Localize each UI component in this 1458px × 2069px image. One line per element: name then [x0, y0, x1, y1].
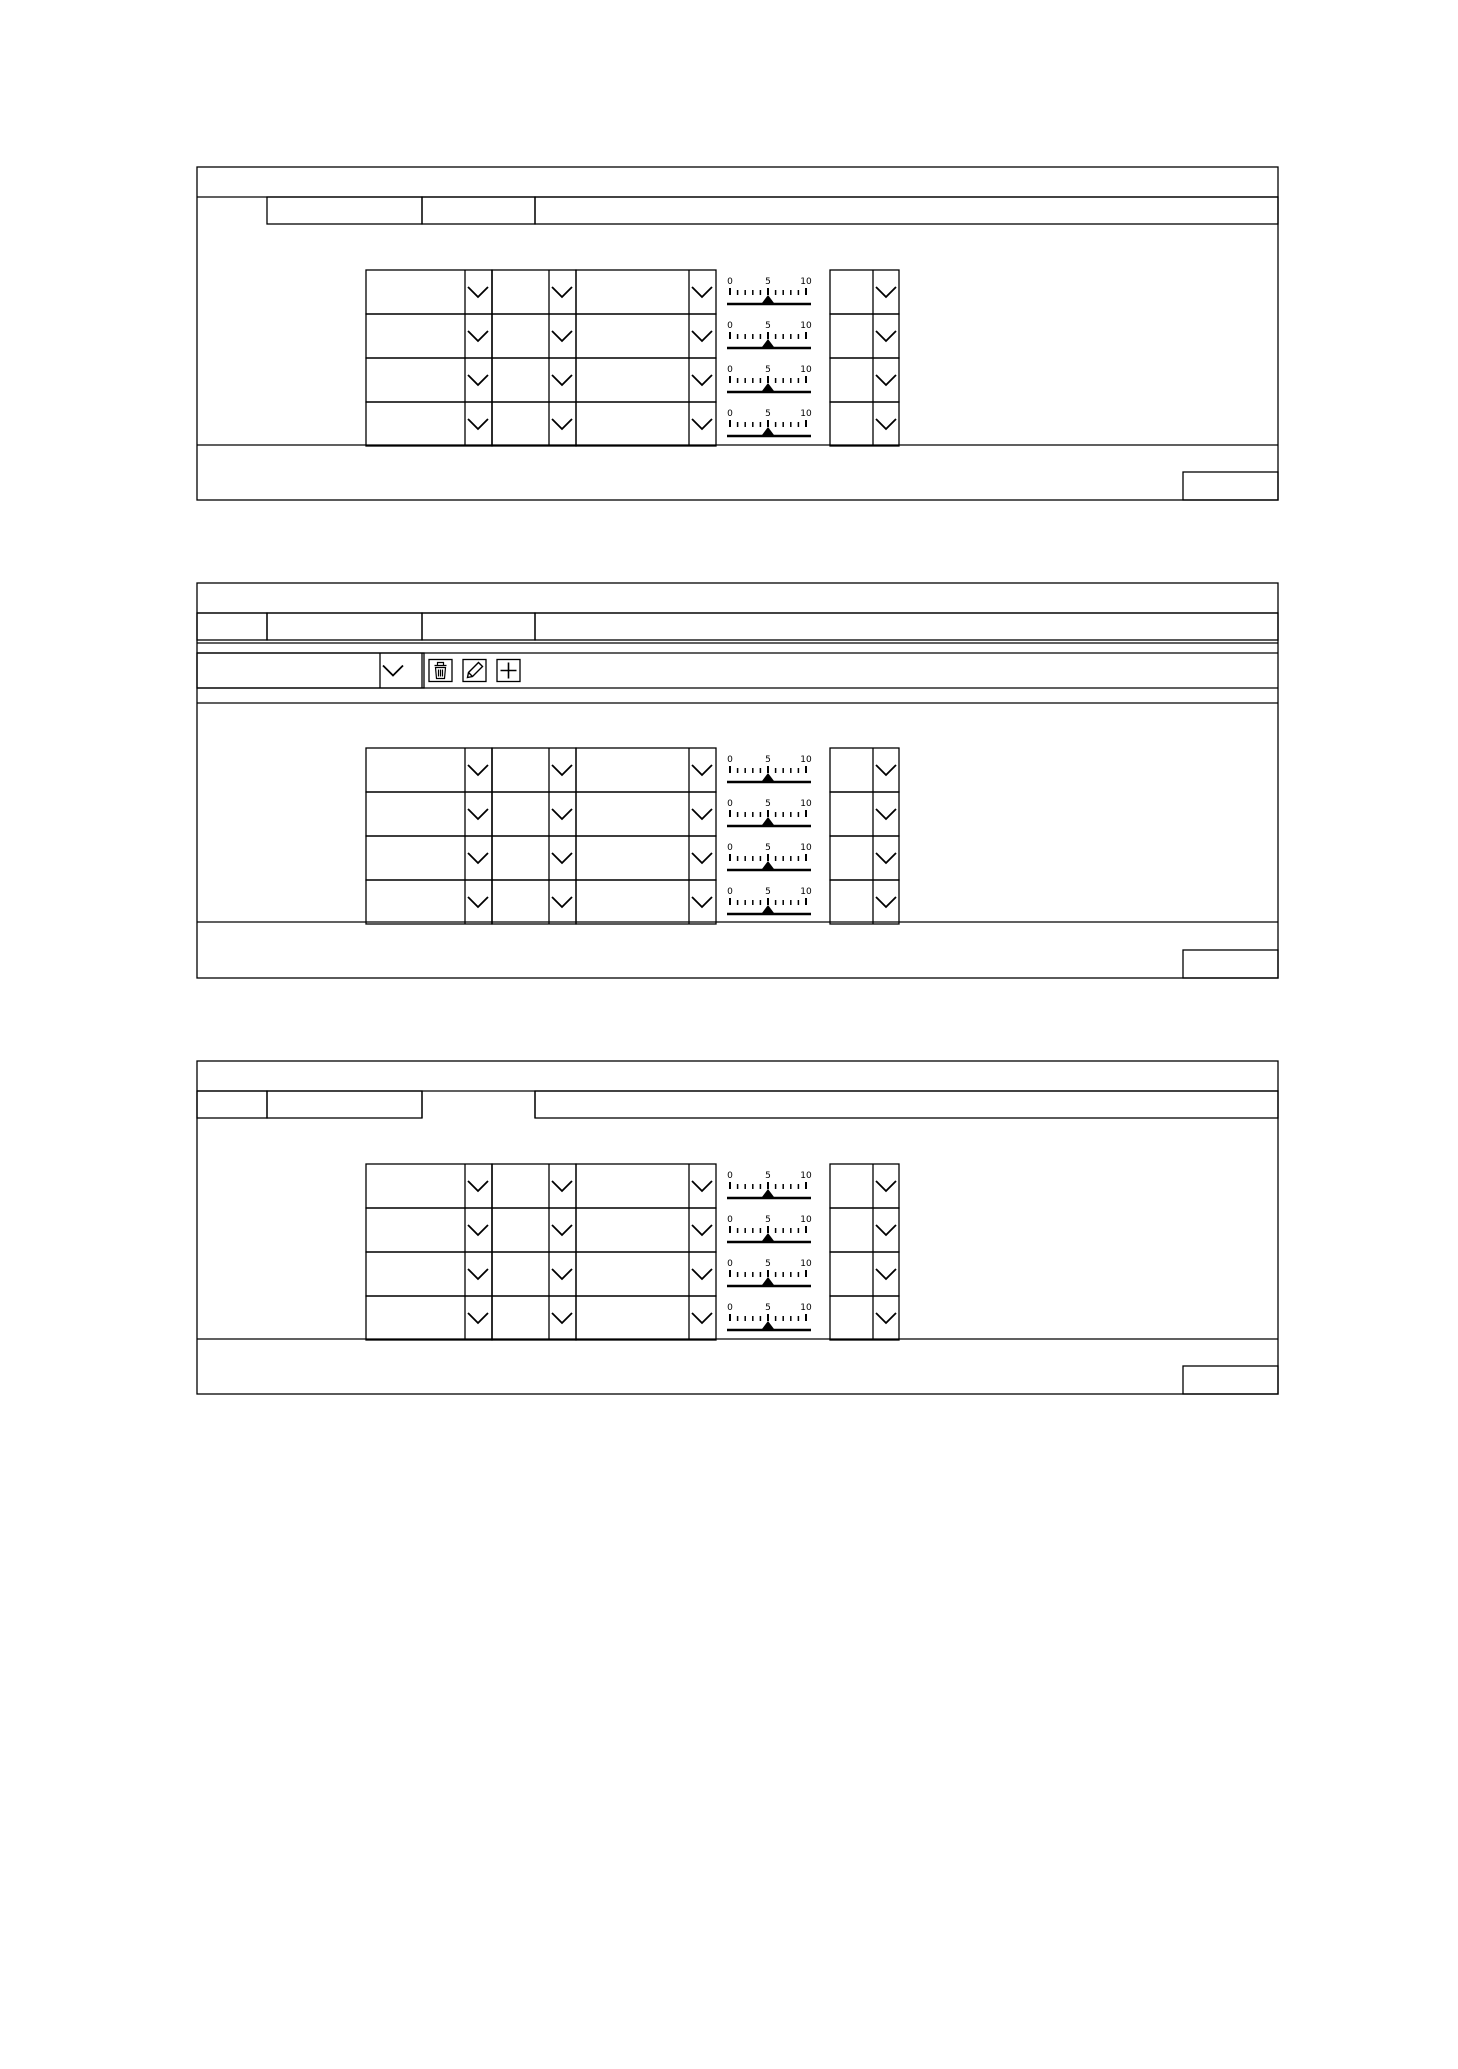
select-b[interactable]: [492, 1164, 576, 1208]
chevron-down-icon: [692, 1269, 712, 1279]
tab-box[interactable]: [535, 197, 1278, 224]
footer-button-box[interactable]: [1183, 1366, 1278, 1394]
tab-1[interactable]: [197, 613, 267, 640]
chevron-down-icon: [692, 419, 712, 429]
scale-tick-label: 5: [765, 1259, 771, 1269]
select-c-box[interactable]: [576, 748, 716, 792]
chevron-down-icon: [876, 1225, 896, 1235]
select-b[interactable]: [492, 1208, 576, 1252]
scale-tick-label: 0: [727, 409, 733, 419]
panel-1: [197, 167, 1278, 500]
select-b-box[interactable]: [492, 880, 576, 924]
scale-tick-label: 0: [727, 755, 733, 765]
select-d[interactable]: [830, 402, 899, 446]
scale-slider[interactable]: [727, 1303, 812, 1330]
scale-slider[interactable]: [727, 755, 812, 782]
scale-slider[interactable]: [727, 409, 812, 436]
tab-3[interactable]: [422, 1091, 535, 1118]
select-a[interactable]: [366, 270, 492, 314]
tab-strip: [267, 197, 1278, 224]
table-row: [366, 1164, 899, 1208]
select-a[interactable]: [366, 1296, 492, 1340]
chevron-down-icon: [692, 1313, 712, 1323]
select-a[interactable]: [366, 358, 492, 402]
pencil-button[interactable]: [463, 660, 486, 682]
table-row: [366, 270, 899, 314]
select-c-box[interactable]: [576, 836, 716, 880]
chevron-down-icon: [552, 1225, 572, 1235]
scale-slider[interactable]: [727, 1259, 812, 1286]
scale-tick-label: 5: [765, 843, 771, 853]
slider-handle[interactable]: [762, 1321, 774, 1329]
chevron-down-icon: [468, 809, 488, 819]
select-b-box[interactable]: [492, 270, 576, 314]
select-d-box[interactable]: [830, 358, 899, 402]
chevron-down-icon: [552, 1313, 572, 1323]
select-c[interactable]: [576, 270, 716, 314]
select-d-box[interactable]: [830, 270, 899, 314]
chevron-down-icon: [692, 331, 712, 341]
slider-handle[interactable]: [762, 773, 774, 781]
tab-2[interactable]: [267, 1091, 422, 1118]
scale-tick-label: 10: [800, 1259, 812, 1269]
footer-button-box[interactable]: [1183, 472, 1278, 500]
select-b[interactable]: [492, 358, 576, 402]
select-b[interactable]: [492, 270, 576, 314]
scale-tick-label: 0: [727, 277, 733, 287]
scale-tick-label: 0: [727, 887, 733, 897]
scale-tick-label: 0: [727, 1171, 733, 1181]
select-d-box[interactable]: [830, 836, 899, 880]
select-c-box[interactable]: [576, 314, 716, 358]
scale-tick-label: 5: [765, 321, 771, 331]
select-c-box[interactable]: [576, 1296, 716, 1340]
scale-tick-label: 10: [800, 277, 812, 287]
tab-4[interactable]: [535, 197, 1278, 224]
scale-tick-label: 10: [800, 321, 812, 331]
select-a[interactable]: [366, 402, 492, 446]
select-d[interactable]: [830, 748, 899, 792]
chevron-down-icon: [468, 1269, 488, 1279]
tab-strip: [197, 613, 1278, 640]
select-b-box[interactable]: [492, 1252, 576, 1296]
chevron-down-icon: [692, 287, 712, 297]
scale-tick-label: 5: [765, 799, 771, 809]
tab-box[interactable]: [197, 1091, 267, 1118]
select-b-box[interactable]: [492, 1296, 576, 1340]
tab-box[interactable]: [422, 197, 535, 224]
chevron-down-icon: [468, 1313, 488, 1323]
chevron-down-icon: [552, 419, 572, 429]
scale-tick-label: 5: [765, 1171, 771, 1181]
select-b-box[interactable]: [492, 1164, 576, 1208]
table-row: [366, 1208, 899, 1252]
chevron-down-icon: [552, 853, 572, 863]
slider-handle[interactable]: [762, 905, 774, 913]
select-d-box[interactable]: [830, 402, 899, 446]
tab-strip: [197, 1091, 1278, 1118]
chevron-down-icon: [468, 375, 488, 385]
slider-handle[interactable]: [762, 427, 774, 435]
scale-slider[interactable]: [727, 1215, 812, 1242]
plus-icon: [501, 663, 517, 679]
select-b[interactable]: [492, 792, 576, 836]
scale-tick-label: 0: [727, 1215, 733, 1225]
panel-2: [197, 583, 1278, 978]
scale-tick-label: 5: [765, 755, 771, 765]
settings-table: [366, 270, 899, 446]
select-c[interactable]: [576, 314, 716, 358]
select-d[interactable]: [830, 1252, 899, 1296]
chevron-down-icon: [876, 1269, 896, 1279]
select-b[interactable]: [492, 1252, 576, 1296]
chevron-down-icon: [468, 287, 488, 297]
footer-button[interactable]: [1183, 950, 1278, 978]
scale-tick-label: 5: [765, 1215, 771, 1225]
select-d[interactable]: [830, 1296, 899, 1340]
chevron-down-icon: [468, 765, 488, 775]
select-c[interactable]: [576, 1252, 716, 1296]
profile-select-box[interactable]: [197, 653, 424, 688]
slider-handle[interactable]: [762, 295, 774, 303]
tab-2[interactable]: [267, 613, 422, 640]
chevron-down-icon: [876, 853, 896, 863]
select-b[interactable]: [492, 836, 576, 880]
select-b-box[interactable]: [492, 836, 576, 880]
scale-tick-label: 0: [727, 1259, 733, 1269]
select-c[interactable]: [576, 1208, 716, 1252]
table-row: [366, 402, 899, 446]
plus-button[interactable]: [497, 660, 520, 682]
tab-box[interactable]: [267, 1091, 422, 1118]
panel-frame: [197, 167, 1278, 500]
panel-frame: [197, 1061, 1278, 1394]
footer-button[interactable]: [1183, 472, 1278, 500]
scale-tick-label: 0: [727, 365, 733, 375]
chevron-down-icon: [552, 809, 572, 819]
select-d[interactable]: [830, 836, 899, 880]
slider-handle[interactable]: [762, 1277, 774, 1285]
scale-slider[interactable]: [727, 321, 812, 348]
slider-handle[interactable]: [762, 1233, 774, 1241]
select-b-box[interactable]: [492, 358, 576, 402]
select-c[interactable]: [576, 1164, 716, 1208]
select-a[interactable]: [366, 748, 492, 792]
chevron-down-icon: [468, 1225, 488, 1235]
scale-tick-label: 10: [800, 755, 812, 765]
chevron-down-icon: [552, 1181, 572, 1191]
slider-handle[interactable]: [762, 1189, 774, 1197]
select-a[interactable]: [366, 792, 492, 836]
tab-box[interactable]: [267, 197, 422, 224]
panel-frame: [197, 583, 1278, 978]
select-d-box[interactable]: [830, 1296, 899, 1340]
table-row: [366, 880, 899, 924]
footer-button[interactable]: [1183, 1366, 1278, 1394]
tab-box[interactable]: [535, 613, 1278, 640]
scale-slider[interactable]: [727, 887, 812, 914]
scale-slider[interactable]: [727, 799, 812, 826]
table-row: [366, 358, 899, 402]
select-d[interactable]: [830, 1208, 899, 1252]
scale-slider[interactable]: [727, 365, 812, 392]
tab-box[interactable]: [535, 1091, 1278, 1118]
chevron-down-icon: [552, 375, 572, 385]
chevron-down-icon: [552, 765, 572, 775]
tab-4[interactable]: [535, 1091, 1278, 1118]
select-b-box[interactable]: [492, 314, 576, 358]
select-c-box[interactable]: [576, 1208, 716, 1252]
select-a[interactable]: [366, 1208, 492, 1252]
chevron-down-icon: [383, 666, 403, 676]
chevron-down-icon: [876, 331, 896, 341]
scale-tick-label: 10: [800, 1215, 812, 1225]
select-c[interactable]: [576, 358, 716, 402]
chevron-down-icon: [876, 765, 896, 775]
chevron-down-icon: [692, 1225, 712, 1235]
select-c-box[interactable]: [576, 1164, 716, 1208]
select-d[interactable]: [830, 270, 899, 314]
select-c[interactable]: [576, 748, 716, 792]
chevron-down-icon: [692, 1181, 712, 1191]
select-a[interactable]: [366, 1252, 492, 1296]
slider-handle[interactable]: [762, 817, 774, 825]
select-c[interactable]: [576, 1296, 716, 1340]
chevron-down-icon: [468, 853, 488, 863]
select-c-box[interactable]: [576, 880, 716, 924]
chevron-down-icon: [468, 1181, 488, 1191]
chevron-down-icon: [692, 853, 712, 863]
select-b[interactable]: [492, 1296, 576, 1340]
select-d[interactable]: [830, 880, 899, 924]
scale-tick-label: 5: [765, 887, 771, 897]
select-b-box[interactable]: [492, 1208, 576, 1252]
chevron-down-icon: [692, 765, 712, 775]
select-a[interactable]: [366, 1164, 492, 1208]
profile-select[interactable]: [197, 653, 424, 688]
select-c[interactable]: [576, 792, 716, 836]
select-d-box[interactable]: [830, 1164, 899, 1208]
scale-tick-label: 10: [800, 1171, 812, 1181]
chevron-down-icon: [692, 809, 712, 819]
select-c-box[interactable]: [576, 270, 716, 314]
scale-tick-label: 0: [727, 321, 733, 331]
select-d-box[interactable]: [830, 1208, 899, 1252]
chevron-down-icon: [552, 287, 572, 297]
chevron-down-icon: [552, 1269, 572, 1279]
tab-2[interactable]: [267, 197, 422, 224]
select-c[interactable]: [576, 402, 716, 446]
select-b-box[interactable]: [492, 748, 576, 792]
chevron-down-icon: [552, 331, 572, 341]
table-row: [366, 792, 899, 836]
trash-icon: [435, 663, 447, 679]
select-d-box[interactable]: [830, 748, 899, 792]
select-d-box[interactable]: [830, 792, 899, 836]
select-d[interactable]: [830, 358, 899, 402]
select-c[interactable]: [576, 880, 716, 924]
chevron-down-icon: [468, 419, 488, 429]
select-b[interactable]: [492, 880, 576, 924]
chevron-down-icon: [468, 331, 488, 341]
tab-1[interactable]: [197, 1091, 267, 1118]
select-c[interactable]: [576, 836, 716, 880]
scale-tick-label: 10: [800, 365, 812, 375]
chevron-down-icon: [876, 375, 896, 385]
table-row: [366, 1252, 899, 1296]
pencil-icon: [468, 663, 483, 678]
select-b-box[interactable]: [492, 792, 576, 836]
settings-table: [366, 748, 899, 924]
chevron-down-icon: [876, 1313, 896, 1323]
tab-4[interactable]: [535, 613, 1278, 640]
scale-slider[interactable]: [727, 1171, 812, 1198]
chevron-down-icon: [876, 897, 896, 907]
tab-box[interactable]: [422, 613, 535, 640]
footer-button-box[interactable]: [1183, 950, 1278, 978]
chevron-down-icon: [876, 419, 896, 429]
tab-box[interactable]: [267, 613, 422, 640]
scale-tick-label: 10: [800, 1303, 812, 1313]
scale-tick-label: 10: [800, 409, 812, 419]
select-c-box[interactable]: [576, 358, 716, 402]
select-b[interactable]: [492, 402, 576, 446]
slider-handle[interactable]: [762, 861, 774, 869]
select-d[interactable]: [830, 792, 899, 836]
chevron-down-icon: [692, 897, 712, 907]
trash-button[interactable]: [429, 660, 452, 682]
select-c-box[interactable]: [576, 402, 716, 446]
scale-tick-label: 0: [727, 799, 733, 809]
chevron-down-icon: [876, 1181, 896, 1191]
select-d-box[interactable]: [830, 314, 899, 358]
table-row: [366, 314, 899, 358]
scale-tick-label: 10: [800, 887, 812, 897]
select-d[interactable]: [830, 1164, 899, 1208]
select-a[interactable]: [366, 880, 492, 924]
scale-tick-label: 5: [765, 409, 771, 419]
scale-tick-label: 0: [727, 843, 733, 853]
table-row: [366, 836, 899, 880]
select-b[interactable]: [492, 314, 576, 358]
select-d[interactable]: [830, 314, 899, 358]
chevron-down-icon: [876, 809, 896, 819]
scale-tick-label: 5: [765, 365, 771, 375]
select-a[interactable]: [366, 314, 492, 358]
scale-tick-label: 5: [765, 1303, 771, 1313]
scale-slider[interactable]: [727, 843, 812, 870]
scale-slider[interactable]: [727, 277, 812, 304]
toolbar: [197, 643, 1278, 703]
scale-tick-label: 5: [765, 277, 771, 287]
chevron-down-icon: [552, 897, 572, 907]
select-c-box[interactable]: [576, 792, 716, 836]
panel-3: [197, 1061, 1278, 1394]
table-row: [366, 1296, 899, 1340]
select-b-box[interactable]: [492, 402, 576, 446]
select-d-box[interactable]: [830, 1252, 899, 1296]
icon-button-box[interactable]: [463, 660, 486, 682]
table-row: [366, 748, 899, 792]
tab-box[interactable]: [197, 613, 267, 640]
tab-3[interactable]: [422, 613, 535, 640]
tab-3[interactable]: [422, 197, 535, 224]
select-a[interactable]: [366, 836, 492, 880]
scale-tick-label: 0: [727, 1303, 733, 1313]
select-b[interactable]: [492, 748, 576, 792]
chevron-down-icon: [876, 287, 896, 297]
scale-tick-label: 10: [800, 799, 812, 809]
select-c-box[interactable]: [576, 1252, 716, 1296]
scale-tick-label: 10: [800, 843, 812, 853]
settings-table: [366, 1164, 899, 1340]
chevron-down-icon: [468, 897, 488, 907]
slider-handle[interactable]: [762, 339, 774, 347]
select-d-box[interactable]: [830, 880, 899, 924]
chevron-down-icon: [692, 375, 712, 385]
slider-handle[interactable]: [762, 383, 774, 391]
